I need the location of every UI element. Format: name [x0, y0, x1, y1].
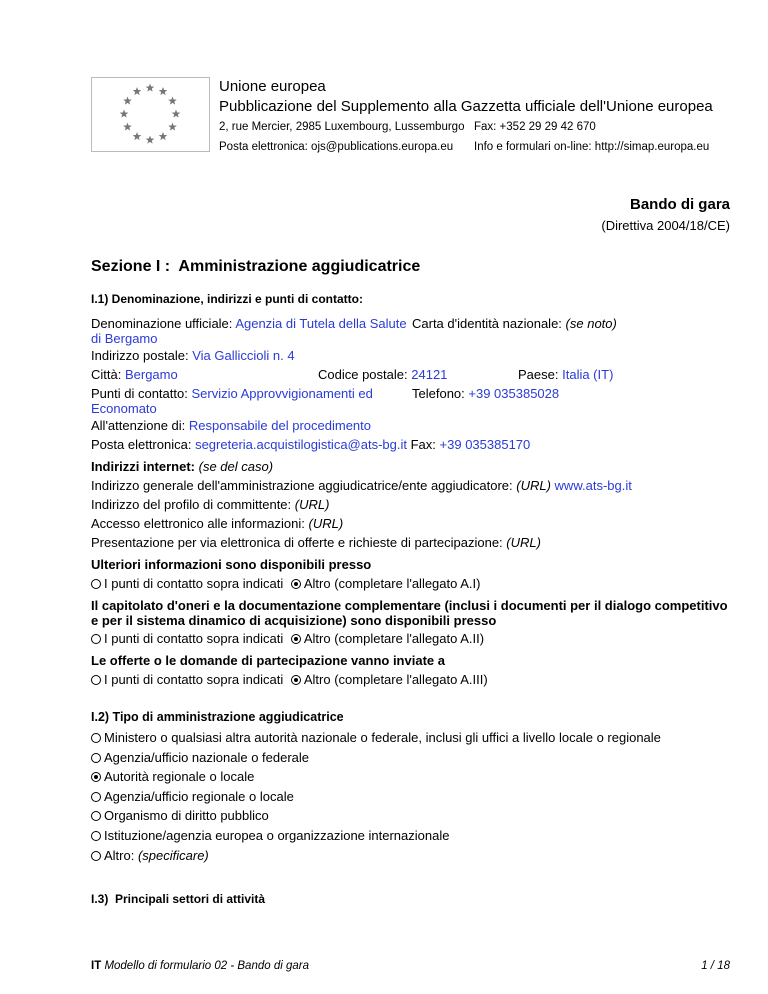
- authority-type-option: Agenzia/ufficio nazionale o federale: [91, 750, 309, 765]
- country-row: Paese: Italia (IT): [518, 367, 614, 382]
- authority-type-option: Ministero o qualsiasi altra autorità nazionale o federale, inclusi gli uffici a livello locale o regionale: [91, 730, 661, 745]
- offers-heading: Le offerte o le domande di partecipazione vanno inviate a: [91, 653, 445, 668]
- eu-star-icon: [172, 110, 181, 118]
- authority-type-option: Autorità regionale o locale: [91, 769, 254, 784]
- footer-form: IT Modello di formulario 02 - Bando di gara: [91, 960, 309, 972]
- header-publication: Pubblicazione del Supplemento alla Gazzetta ufficiale dell'Unione europea: [219, 98, 713, 115]
- authority-type-radio[interactable]: [91, 831, 101, 841]
- header-address: 2, rue Mercier, 2985 Luxembourg, Lussemburgo: [219, 121, 465, 133]
- authority-type-option: Altro: (specificare): [91, 848, 209, 863]
- document-title: Bando di gara: [629, 196, 730, 213]
- authority-type-radio[interactable]: [91, 733, 101, 743]
- email-fax-row: Posta elettronica: segreteria.acquistilogistica@ats-bg.it Fax: +39 035385170: [91, 437, 531, 452]
- general-address-link[interactable]: www.ats-bg.it: [554, 478, 632, 493]
- offers-options: I punti di contatto sopra indicati Altro (completare l'allegato A.III): [91, 672, 488, 687]
- further-info-radio-contacts[interactable]: [91, 579, 101, 589]
- eu-star-icon: [133, 132, 142, 140]
- authority-type-radio-selected[interactable]: [91, 772, 101, 782]
- postal-code-row: Codice postale: 24121: [318, 367, 448, 382]
- docs-radio-contacts[interactable]: [91, 634, 101, 644]
- s13-heading: I.3) Principali settori di attività: [91, 892, 266, 906]
- header-org: Unione europea: [219, 78, 326, 95]
- further-info-heading: Ulteriori informazioni sono disponibili presso: [91, 557, 372, 572]
- authority-type-radio[interactable]: [91, 811, 101, 821]
- header-fax: Fax: +352 29 29 42 670: [474, 121, 596, 133]
- official-name-row: Denominazione ufficiale: Agenzia di Tutela della Salute: [91, 316, 407, 331]
- general-address-row: Indirizzo generale dell'amministrazione aggiudicatrice/ente aggiudicatore: (URL) www.ats-bg.it: [91, 478, 632, 493]
- authority-type-option: Istituzione/agenzia europea o organizzazione internazionale: [91, 828, 449, 843]
- telephone-row: Telefono: +39 035385028: [412, 386, 560, 401]
- header-email: Posta elettronica: ojs@publications.europa.eu: [219, 141, 454, 153]
- docs-options: I punti di contatto sopra indicati Altro (completare l'allegato A.II): [91, 631, 484, 646]
- header-info: Info e formulari on-line: http://simap.europa.eu: [474, 141, 710, 153]
- postal-address-row: Indirizzo postale: Via Galliccioli n. 4: [91, 348, 295, 363]
- authority-type-radio[interactable]: [91, 851, 101, 861]
- electronic-access-row: Accesso elettronico alle informazioni: (URL): [91, 516, 344, 531]
- authority-type-radio[interactable]: [91, 792, 101, 802]
- eu-star-icon: [146, 84, 155, 92]
- section-title: Sezione I : Amministrazione aggiudicatrice: [91, 258, 421, 275]
- docs-heading-line2: e per il sistema dinamico di acquisizione) sono disponibili presso: [91, 613, 497, 628]
- contact-points-row: Punti di contatto: Servizio Approvvigionamenti ed: [91, 386, 373, 401]
- authority-type-option: Organismo di diritto pubblico: [91, 808, 269, 823]
- eu-flag-logo: [91, 77, 210, 152]
- further-info-radio-other[interactable]: [291, 579, 301, 589]
- official-name-value-cont: di Bergamo: [91, 331, 158, 346]
- eu-star-icon: [168, 123, 177, 131]
- document-subtitle: (Direttiva 2004/18/CE): [601, 218, 730, 233]
- attention-row: All'attenzione di: Responsabile del procedimento: [91, 418, 372, 433]
- eu-star-icon: [123, 123, 132, 131]
- offers-radio-contacts[interactable]: [91, 675, 101, 685]
- buyer-profile-row: Indirizzo del profilo di committente: (URL): [91, 497, 330, 512]
- eu-star-icon: [123, 97, 132, 105]
- eu-star-icon: [146, 136, 155, 144]
- city-row: Città: Bergamo: [91, 367, 178, 382]
- eu-star-icon: [168, 97, 177, 105]
- docs-heading-line1: Il capitolato d'oneri e la documentazione complementare (inclusi i documenti per il dialogo competitivo: [91, 598, 728, 613]
- eu-star-icon: [133, 87, 142, 95]
- official-name-value: Agenzia di Tutela della Salute: [235, 316, 407, 331]
- contact-email[interactable]: segreteria.acquistilogistica@ats-bg.it: [195, 437, 407, 452]
- eu-star-icon: [159, 132, 168, 140]
- authority-type-radio[interactable]: [91, 753, 101, 763]
- internet-heading: Indirizzi internet: (se del caso): [91, 459, 274, 474]
- offers-radio-other[interactable]: [291, 675, 301, 685]
- eu-stars-icon: [92, 78, 209, 151]
- electronic-submission-row: Presentazione per via elettronica di offerte e richieste di partecipazione: (URL): [91, 535, 541, 550]
- s11-heading: I.1) Denominazione, indirizzi e punti di contatto:: [91, 292, 363, 306]
- s12-heading: I.2) Tipo di amministrazione aggiudicatrice: [91, 710, 344, 724]
- eu-star-icon: [159, 87, 168, 95]
- eu-star-icon: [120, 110, 129, 118]
- authority-type-option: Agenzia/ufficio regionale o locale: [91, 789, 294, 804]
- national-id-row: Carta d'identità nazionale: (se noto): [412, 316, 617, 331]
- further-info-options: I punti di contatto sopra indicati Altro (completare l'allegato A.I): [91, 576, 480, 591]
- footer-page-number: 1 / 18: [701, 960, 730, 972]
- docs-radio-other[interactable]: [291, 634, 301, 644]
